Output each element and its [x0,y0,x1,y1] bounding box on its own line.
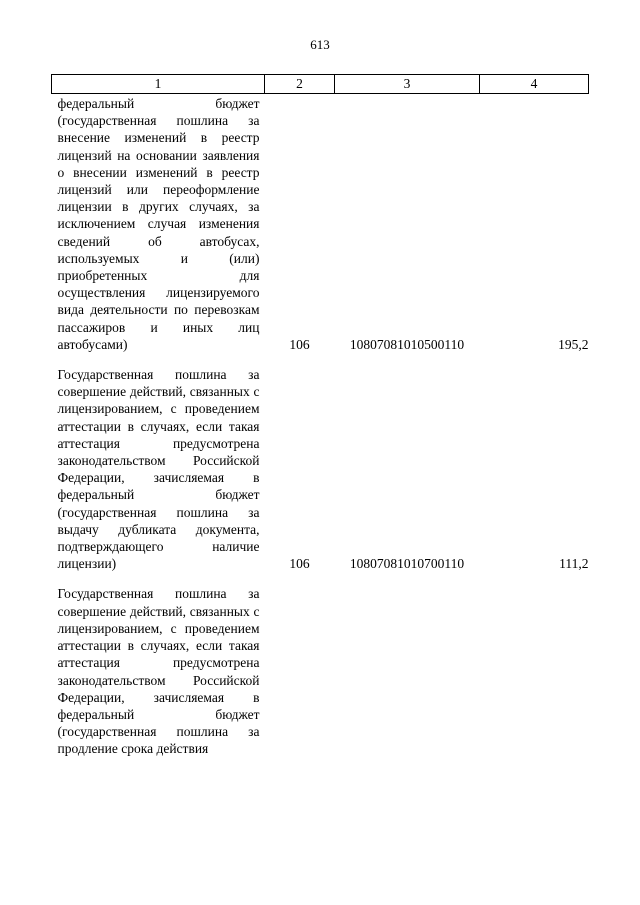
row-admin-code [265,585,335,757]
revenue-table [51,74,589,758]
row-description: Государственная пошлина за совершение действий, связанных с лицензированием, с проведением аттестации в случаях, если такая аттестация предусмотрена законодательством Российской Федерации, зачисляемая в федеральный бюджет (государственная пошлина за выдачу дубликата документа, подтверждающего наличие лицензии) [57,367,260,572]
header-row [52,75,589,94]
column-header-3: 3 [335,75,480,94]
row-kbk-code: 10807081010500110 [349,336,465,352]
row-description: федеральный бюджет (государственная пошлина за внесение изменений в реестр лицензий на основании заявления о внесении изменений в реестр лицензий или переоформление лицензии в других случаях, за исключением случая изменения сведений об автобусах, используемых и (или) приобретенных для осуществления лицензируемого вида деятельности по перевозкам пассажиров и иных лиц автобусами) [57,96,260,352]
table-row [52,585,589,757]
table-header [52,75,589,94]
row-description: Государственная пошлина за совершение действий, связанных с лицензированием, с проведением аттестации в случаях, если такая аттестация предусмотрена законодательством Российской Федерации, зачисляемая в федеральный бюджет (государственная пошлина за продление срока действия [57,586,260,757]
page-number: 613 [310,37,330,52]
column-header-4: 4 [480,75,589,94]
table-row [52,366,589,572]
row-amount: 111,2 [559,556,589,572]
column-header-1: 1 [52,75,265,94]
row-spacer [52,572,589,585]
row-spacer [52,353,589,366]
row-kbk-code: 10807081010700110 [349,556,465,572]
row-kbk-code [335,585,480,757]
table-row [52,94,589,354]
column-header-2: 2 [265,75,335,94]
row-admin-code: 106 [289,556,310,572]
row-admin-code: 106 [289,336,310,352]
row-amount: 195,2 [558,336,589,352]
row-amount [480,585,589,757]
